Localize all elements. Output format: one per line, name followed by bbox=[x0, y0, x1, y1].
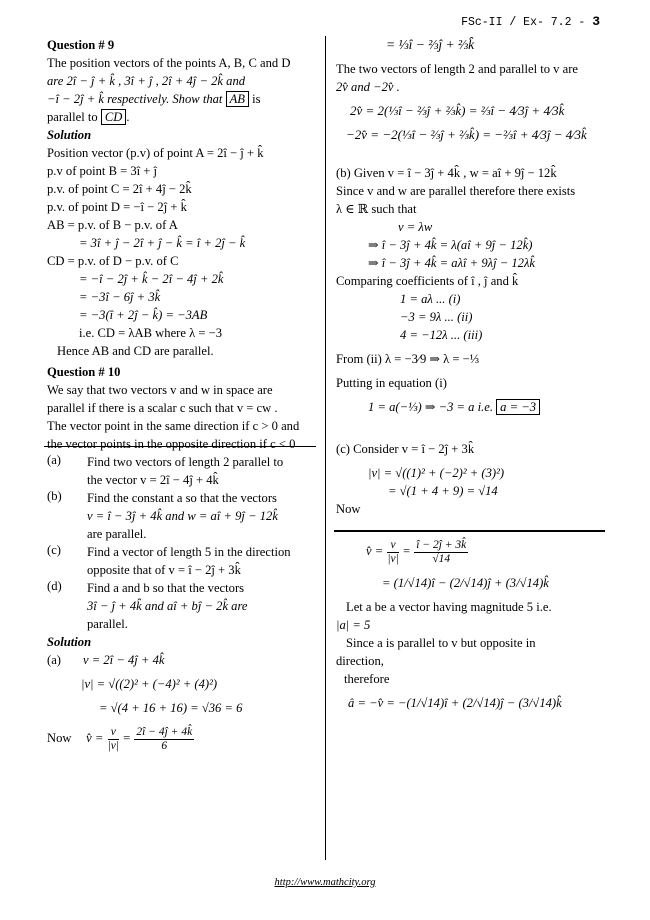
numerator: 2î − 4ĵ + 4k̂ bbox=[136, 725, 193, 738]
sol-a-line-1 bbox=[47, 651, 315, 669]
fraction-vector-over-6 bbox=[134, 726, 194, 753]
norm-v-value: = √(1 + 4 + 9) = √14 bbox=[388, 484, 498, 498]
q10-item-a bbox=[47, 453, 315, 489]
solution-heading: Solution bbox=[47, 128, 92, 142]
q9-text-2: are 2î − ĵ + k̂ , 3î + ĵ , 2î + 4ĵ − 2k̂ and bbox=[47, 74, 246, 88]
q10-text-1: We say that two vectors v and w in space are bbox=[47, 383, 273, 397]
item-line: Find two vectors of length 2 parallel to bbox=[87, 455, 284, 469]
fraction-v-over-norm bbox=[108, 726, 119, 753]
denominator: 6 bbox=[161, 739, 168, 752]
right-column bbox=[336, 36, 606, 712]
item-label: (a) bbox=[47, 453, 61, 467]
denominator: √14 bbox=[432, 552, 451, 565]
vhat-lhs: v̂ = bbox=[86, 731, 107, 745]
part-b-text-1: Since v and w are parallel therefore there exists bbox=[336, 184, 576, 198]
two-vhat-eq: 2v̂ = 2(⅓î − ⅔ĵ + ⅔k̂) = ⅔î − 4⁄3ĵ + 4⁄3k̂ bbox=[350, 103, 565, 118]
let-a-text: Let a be a vector having magnitude 5 i.e. bbox=[346, 600, 552, 614]
denominator: |v| bbox=[107, 739, 119, 752]
implies-1: ⇒ î − 3ĵ + 4k̂ = λ(aî + 9ĵ − 12k̂) bbox=[368, 238, 533, 252]
vhat-c-lhs: v̂ = bbox=[366, 544, 387, 558]
eq-ii: −3 = 9λ ... (ii) bbox=[400, 310, 473, 324]
q10-item-d bbox=[47, 579, 315, 633]
cd-line-3: = −3î − 6ĵ + 3k̂ bbox=[79, 290, 161, 304]
question-10-title: Question # 10 bbox=[47, 365, 121, 379]
ab-line-1: AB = p.v. of B − p.v. of A bbox=[47, 218, 178, 232]
item-line: Find a and b so that the vectors bbox=[87, 581, 245, 595]
item-label: (c) bbox=[47, 543, 61, 557]
equals: = bbox=[123, 731, 134, 745]
a-solution bbox=[336, 398, 606, 416]
sol-a-line-4 bbox=[47, 723, 315, 753]
footer-link[interactable]: http://www.mathcity.org bbox=[274, 877, 376, 888]
left-column bbox=[47, 36, 315, 753]
solution-heading-2: Solution bbox=[47, 635, 92, 649]
norm-a: |a| = 5 bbox=[336, 618, 371, 632]
q9-text-3a: −î − 2ĵ + k̂ respectively. Show that bbox=[47, 92, 226, 106]
a-solution-text: 1 = a(−⅓) ⇒ −3 = a i.e. bbox=[368, 400, 497, 414]
page-number: 3 bbox=[592, 14, 600, 29]
therefore-text: therefore bbox=[344, 672, 390, 686]
ab-line-2: = 3î + ĵ − 2î + ĵ − k̂ = î + 2ĵ − k̂ bbox=[79, 236, 246, 250]
norm-v: |v| = √((1)² + (−2)² + (3)²) bbox=[368, 466, 505, 480]
vhat-result: = ⅓î − ⅔ĵ + ⅔k̂ bbox=[386, 37, 475, 52]
q10-text-3: The vector point in the same direction if c > 0 and bbox=[47, 419, 300, 433]
q10-item-b bbox=[47, 489, 315, 543]
pv-b: p.v of point B = 3î + ĵ bbox=[47, 164, 158, 178]
q9-text-3 bbox=[47, 90, 315, 108]
fraction-vector-over-root14 bbox=[414, 539, 468, 566]
part-c-consider: (c) Consider v = î − 2ĵ + 3k̂ bbox=[336, 442, 475, 456]
vhat-c: v̂ = $\frac{v}{|v|}$ = $\frac{î - 2ĵ + 3k̂}{√14}$ bbox=[366, 538, 467, 565]
item-line: 3î − ĵ + 4k̂ and aî + bĵ − 2k̂ are bbox=[87, 599, 248, 613]
q10-text-4: the vector points in the opposite direction if c < 0 bbox=[47, 437, 296, 451]
comparing-text: Comparing coefficients of î , ĵ and k̂ bbox=[336, 274, 519, 288]
header-title: FSc-II / Ex- 7.2 - bbox=[461, 16, 593, 29]
denominator: |v| bbox=[387, 552, 399, 565]
q9-text-3b: is bbox=[248, 92, 261, 106]
pv-d: p.v. of point D = −î − 2ĵ + k̂ bbox=[47, 200, 187, 214]
pv-a: Position vector (p.v) of point A = 2î − ĵ + k̂ bbox=[47, 146, 264, 160]
abs-cd-box: CD bbox=[101, 109, 127, 125]
minus-two-vhat-eq: −2v̂ = −2(⅓î − ⅔ĵ + ⅔k̂) = −⅔î + 4⁄3ĵ − 4⁄3k̂ bbox=[346, 127, 587, 142]
numerator: v bbox=[108, 726, 119, 740]
footer bbox=[0, 877, 650, 888]
sol-a-line-2: |v| = √((2)² + (−4)² + (4)²) bbox=[81, 677, 218, 691]
numerator: î − 2ĵ + 3k̂ bbox=[416, 538, 467, 551]
question-9-title: Question # 9 bbox=[47, 38, 115, 52]
numerator: v bbox=[387, 539, 398, 553]
v-lambda-w: v = λw bbox=[398, 220, 433, 234]
item-label: (b) bbox=[47, 489, 62, 503]
ahat-result: â = −v̂ = −(1/√14)î + (2/√14)ĵ − (3/√14)k̂ bbox=[348, 696, 562, 710]
vhat-c-expanded: = (1/√14)î − (2/√14)ĵ + (3/√14)k̂ bbox=[382, 576, 549, 590]
implies-2: ⇒ î − 3ĵ + 4k̂ = aλî + 9λĵ − 12λk̂ bbox=[368, 256, 535, 270]
q9-text-4a: parallel to bbox=[47, 110, 101, 124]
fraction-v-over-norm-c bbox=[387, 539, 398, 566]
since-a-text: Since a is parallel to v but opposite in bbox=[346, 636, 536, 650]
part-b-given: (b) Given v = î − 3ĵ + 4k̂ , w = aî + 9ĵ − 12k̂ bbox=[336, 166, 557, 180]
pv-c: p.v. of point C = 2î + 4ĵ − 2k̂ bbox=[47, 182, 192, 196]
item-line: parallel. bbox=[87, 617, 128, 631]
from-ii: From (ii) λ = −3⁄9 ⇒ λ = −⅓ bbox=[336, 352, 480, 366]
sol-a-eq: v = 2î − 4ĵ + 4k̂ bbox=[83, 653, 165, 667]
eq-i: 1 = aλ ... (i) bbox=[400, 292, 461, 306]
answer-box: a = −3 bbox=[496, 399, 540, 415]
ie-line: i.e. CD = λAB where λ = −3 bbox=[79, 326, 222, 340]
abs-ab-box: AB bbox=[226, 91, 249, 107]
two-vectors-list: 2v̂ and −2v̂ . bbox=[336, 80, 400, 94]
page-header bbox=[461, 14, 600, 29]
part-b-text-2: λ ∈ ℝ such that bbox=[336, 202, 417, 216]
item-label: (d) bbox=[47, 579, 62, 593]
item-line: v = î − 3ĵ + 4k̂ and w = aî + 9ĵ − 12k̂ bbox=[87, 509, 278, 523]
cd-line-2: = −î − 2ĵ + k̂ − 2î − 4ĵ + 2k̂ bbox=[79, 272, 224, 286]
now-label-c: Now bbox=[336, 502, 361, 516]
item-line: the vector v = 2î − 4ĵ + 4k̂ bbox=[87, 473, 219, 487]
q9-text-1: The position vectors of the points A, B, C and D bbox=[47, 56, 291, 70]
item-line: opposite that of v = î − 2ĵ + 3k̂ bbox=[87, 563, 241, 577]
cd-line-1: CD = p.v. of D − p.v. of C bbox=[47, 254, 179, 268]
putting-text: Putting in equation (i) bbox=[336, 376, 447, 390]
sol-a-line-3: = √(4 + 16 + 16) = √36 = 6 bbox=[99, 701, 243, 715]
q9-text-4b: . bbox=[126, 110, 130, 124]
eq-iii: 4 = −12λ ... (iii) bbox=[400, 328, 483, 342]
hence-line: Hence AB and CD are parallel. bbox=[57, 344, 214, 358]
sol-a-label: (a) bbox=[47, 653, 61, 667]
cd-line-4: = −3(î + 2ĵ − k̂) = −3AB bbox=[79, 308, 208, 322]
item-line: are parallel. bbox=[87, 527, 147, 541]
direction-text: direction, bbox=[336, 654, 384, 668]
q10-text-2: parallel if there is a scalar c such that v = cw . bbox=[47, 401, 278, 415]
q10-item-c bbox=[47, 543, 315, 579]
two-vectors-text: The two vectors of length 2 and parallel to v are bbox=[336, 62, 578, 76]
column-divider bbox=[325, 36, 326, 860]
now-label: Now bbox=[47, 731, 72, 745]
item-line: Find the constant a so that the vectors bbox=[87, 491, 277, 505]
item-line: Find a vector of length 5 in the direction bbox=[87, 545, 291, 559]
q9-text-4 bbox=[47, 108, 315, 126]
